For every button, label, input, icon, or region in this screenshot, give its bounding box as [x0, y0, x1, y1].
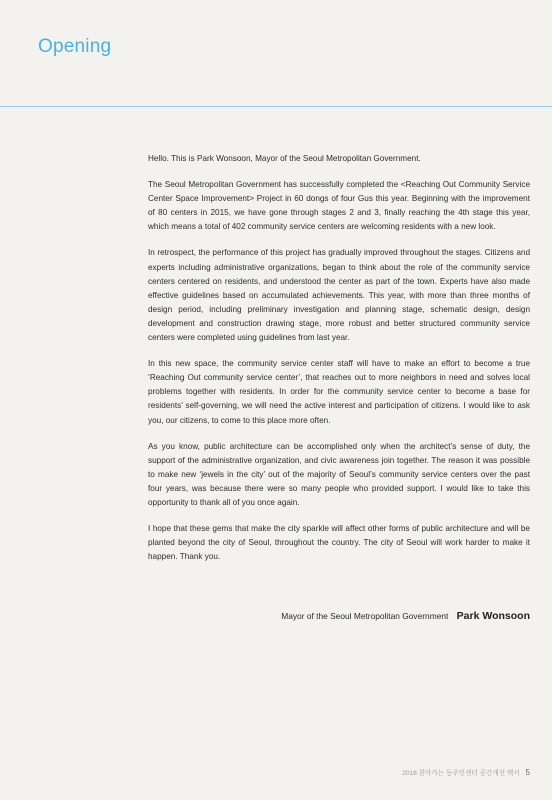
- page-footer: [402, 767, 530, 777]
- letter-paragraph: In this new space, the community service center staff will have to make an effort to become a true ‘Reaching Out community service center’, that reaches out to more neighbors in need and solves local problems together with residents. In order for the community service center to become a base for residents’ self-governing, we will need the active interest and participation of citizens. I would like to ask you, our citizens, to come to this place more often.: [148, 359, 530, 425]
- letter-paragraph: Hello. This is Park Wonsoon, Mayor of the Seoul Metropolitan Government.: [148, 154, 421, 163]
- page-number: 5: [525, 768, 530, 777]
- publication-title: 2018 찾아가는 동주민센터 공간개선 백서: [402, 770, 520, 777]
- letter-paragraph: As you know, public architecture can be accomplished only when the architect’s sense of duty, the support of the administrative organization, and civic awareness join together. The reason it was possible to make new ‘jewels in the city’ out of the majority of Seoul’s community service centers over the past four years, was because there were so many people who provided support. I would like to take this opportunity to thank all of you once again.: [148, 441, 530, 507]
- header-divider: [0, 106, 552, 107]
- signature-role: Mayor of the Seoul Metropolitan Government: [281, 611, 449, 621]
- signature-block: [281, 610, 530, 622]
- letter-paragraph: I hope that these gems that make the city sparkle will affect other forms of public architecture and will be planted beyond the city of Seoul, throughout the country. The city of Seoul will work harder to make it happen. Thank you.: [148, 524, 530, 562]
- signature-name: Park Wonsoon: [456, 610, 530, 622]
- page-title: Opening: [38, 36, 112, 57]
- letter-body: [148, 152, 530, 576]
- letter-paragraph: The Seoul Metropolitan Government has successfully completed the <Reaching Out Community Service Center Space Improvement> Project in 60 dongs of four Gus this year. Beginning with the improvement of 80 centers in 2015, we have gone through stages 2 and 3, finally reaching the 4th stage this year, which means a total of 402 community service centers are welcoming residents with a new look.: [148, 180, 530, 232]
- letter-paragraph: In retrospect, the performance of this project has gradually improved throughout the stages. Citizens and experts including administrative organizations, began to think about the role of the community service centers centered on residents, and understood the center as part of the town. Experts have also made effective guidelines based on accumulated achievements. This year, with more than three months of design period, including preliminary investigation and planning stage, schematic design, design development and construction drawing stage, more robust and better structured community service centers were completed using guidelines from last year.: [148, 248, 530, 343]
